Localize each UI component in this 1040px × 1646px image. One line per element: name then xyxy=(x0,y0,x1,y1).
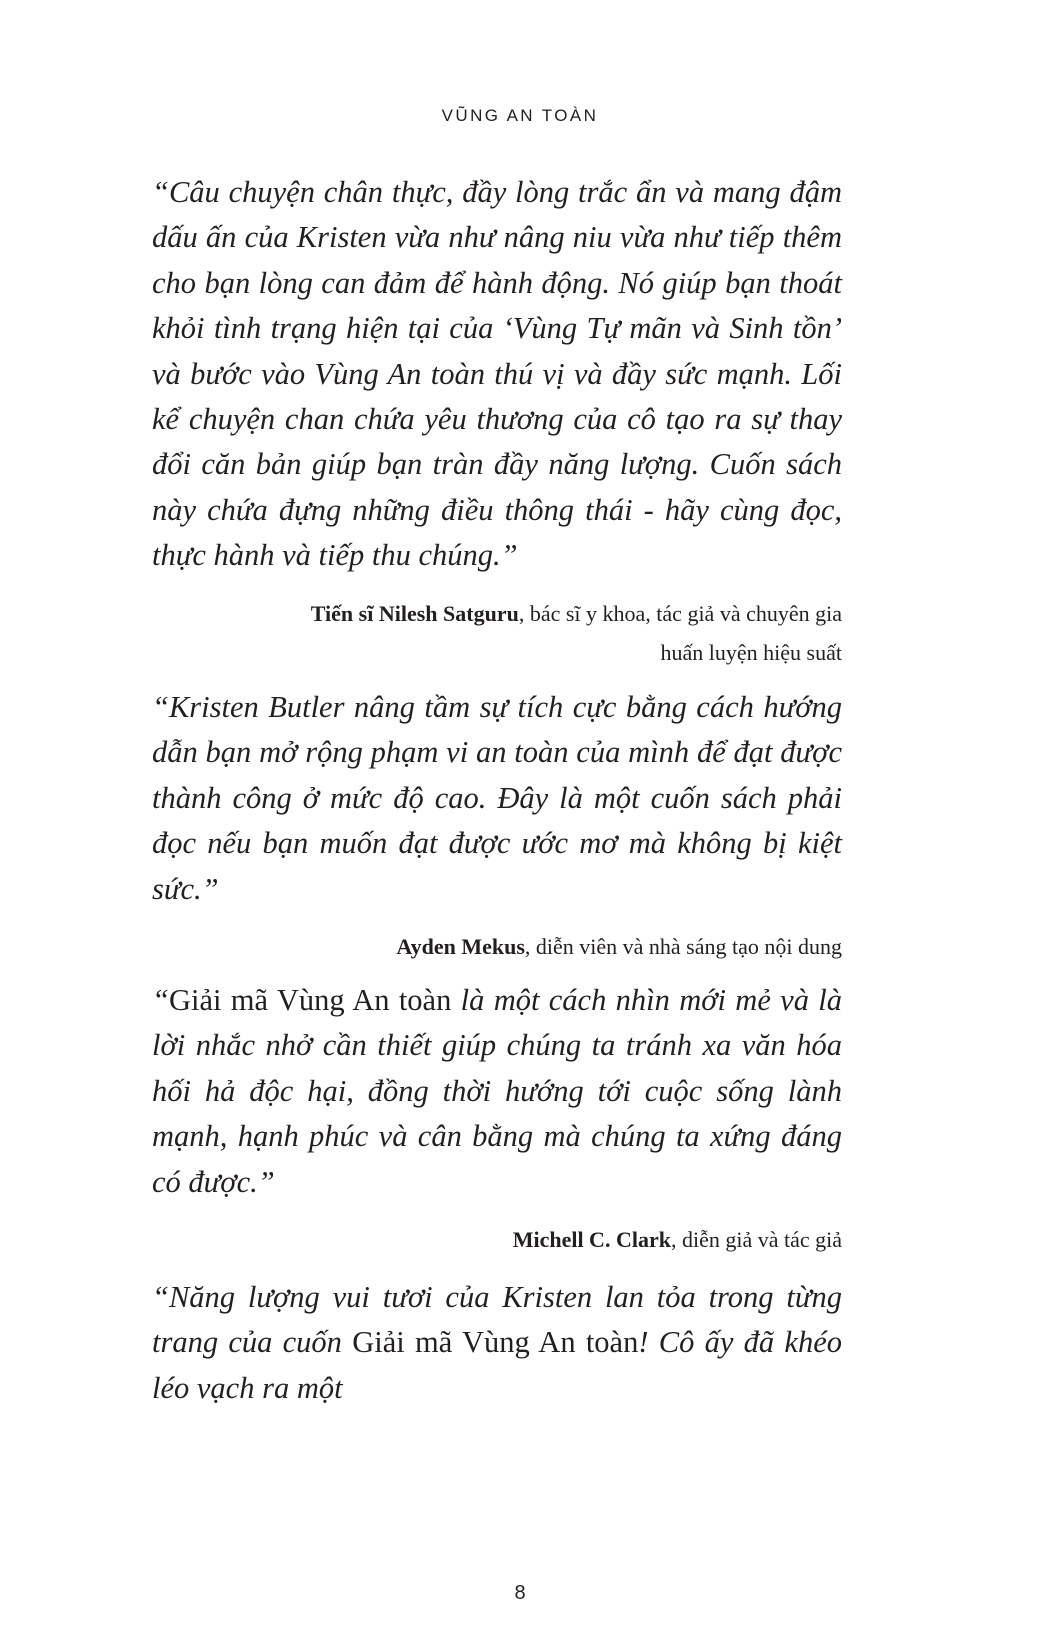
blurb-2-credentials: , diễn viên và nhà sáng tạo nội dung xyxy=(524,934,842,960)
blurb-1-author: Tiến sĩ Nilesh Satguru xyxy=(310,600,519,626)
blurb-4-quote-rest: ! Cô ấy đã khéo léo vạch ra một xyxy=(152,1325,842,1405)
blurb-3-quote-rest: là một cách nhìn mới mẻ và là lời nhắc nhở cần thiết giúp chúng ta tránh xa văn hóa hối hả độc hại, đồng thời hướng tới cuộc sống lành mạnh, hạnh phúc và cân bằng mà chúng ta xứng đáng có được.” xyxy=(152,983,842,1199)
blurb-4-quote xyxy=(152,1275,842,1411)
blurb-1-credentials: , bác sĩ y khoa, tác giả và chuyên gia xyxy=(518,600,842,626)
blurb-3 xyxy=(152,978,842,1259)
blurb-1-quote: “Câu chuyện chân thực, đầy lòng trắc ẩn và mang đậm dấu ấn của Kristen vừa như nâng niu vừa như tiếp thêm cho bạn lòng can đảm để hành động. Nó giúp bạn thoát khỏi tình trạng hiện tại của ‘Vùng Tự mãn và Sinh tồn’ và bước vào Vùng An toàn thú vị và đầy sức mạnh. Lối kể chuyện chan chứa yêu thương của cô tạo ra sự thay đổi căn bản giúp bạn tràn đầy năng lượng. Cuốn sách này chứa đựng những điều thông thái - hãy cùng đọc, thực hành và tiếp thu chúng.” xyxy=(152,175,842,573)
blurb-2-attribution xyxy=(152,927,842,966)
blurb-3-book-title: Giải mã Vùng An toàn xyxy=(168,983,452,1017)
blurb-1-attribution xyxy=(152,594,842,672)
blurb-1 xyxy=(152,170,842,672)
blurb-4 xyxy=(152,1275,842,1411)
blurb-3-attribution xyxy=(152,1220,842,1259)
blurb-3-quote xyxy=(152,978,842,1205)
running-head: VŨNG AN TOÀN xyxy=(441,106,599,125)
blurb-3-open-quote: “ xyxy=(152,983,169,1017)
blurb-3-author: Michell C. Clark xyxy=(512,1227,671,1253)
page-number: 8 xyxy=(514,1582,526,1604)
blurb-1-credentials-cont: huấn luyện hiệu suất xyxy=(660,639,842,665)
blurb-2-author: Ayden Mekus xyxy=(396,934,525,960)
blurb-2-quote: “Kristen Butler nâng tầm sự tích cực bằng cách hướng dẫn bạn mở rộng phạm vi an toàn của mình để đạt được thành công ở mức độ cao. Đây là một cuốn sách phải đọc nếu bạn muốn đạt được ước mơ mà không bị kiệt sức.” xyxy=(152,690,842,906)
blurb-4-quote-start: “Năng lượng vui tươi của Kristen lan tỏa trong từng trang của cuốn xyxy=(152,1280,842,1360)
blurb-2 xyxy=(152,685,842,966)
blurb-4-book-title: Giải mã Vùng An toàn xyxy=(352,1325,639,1360)
blurb-3-credentials: , diễn giả và tác giả xyxy=(670,1227,842,1253)
